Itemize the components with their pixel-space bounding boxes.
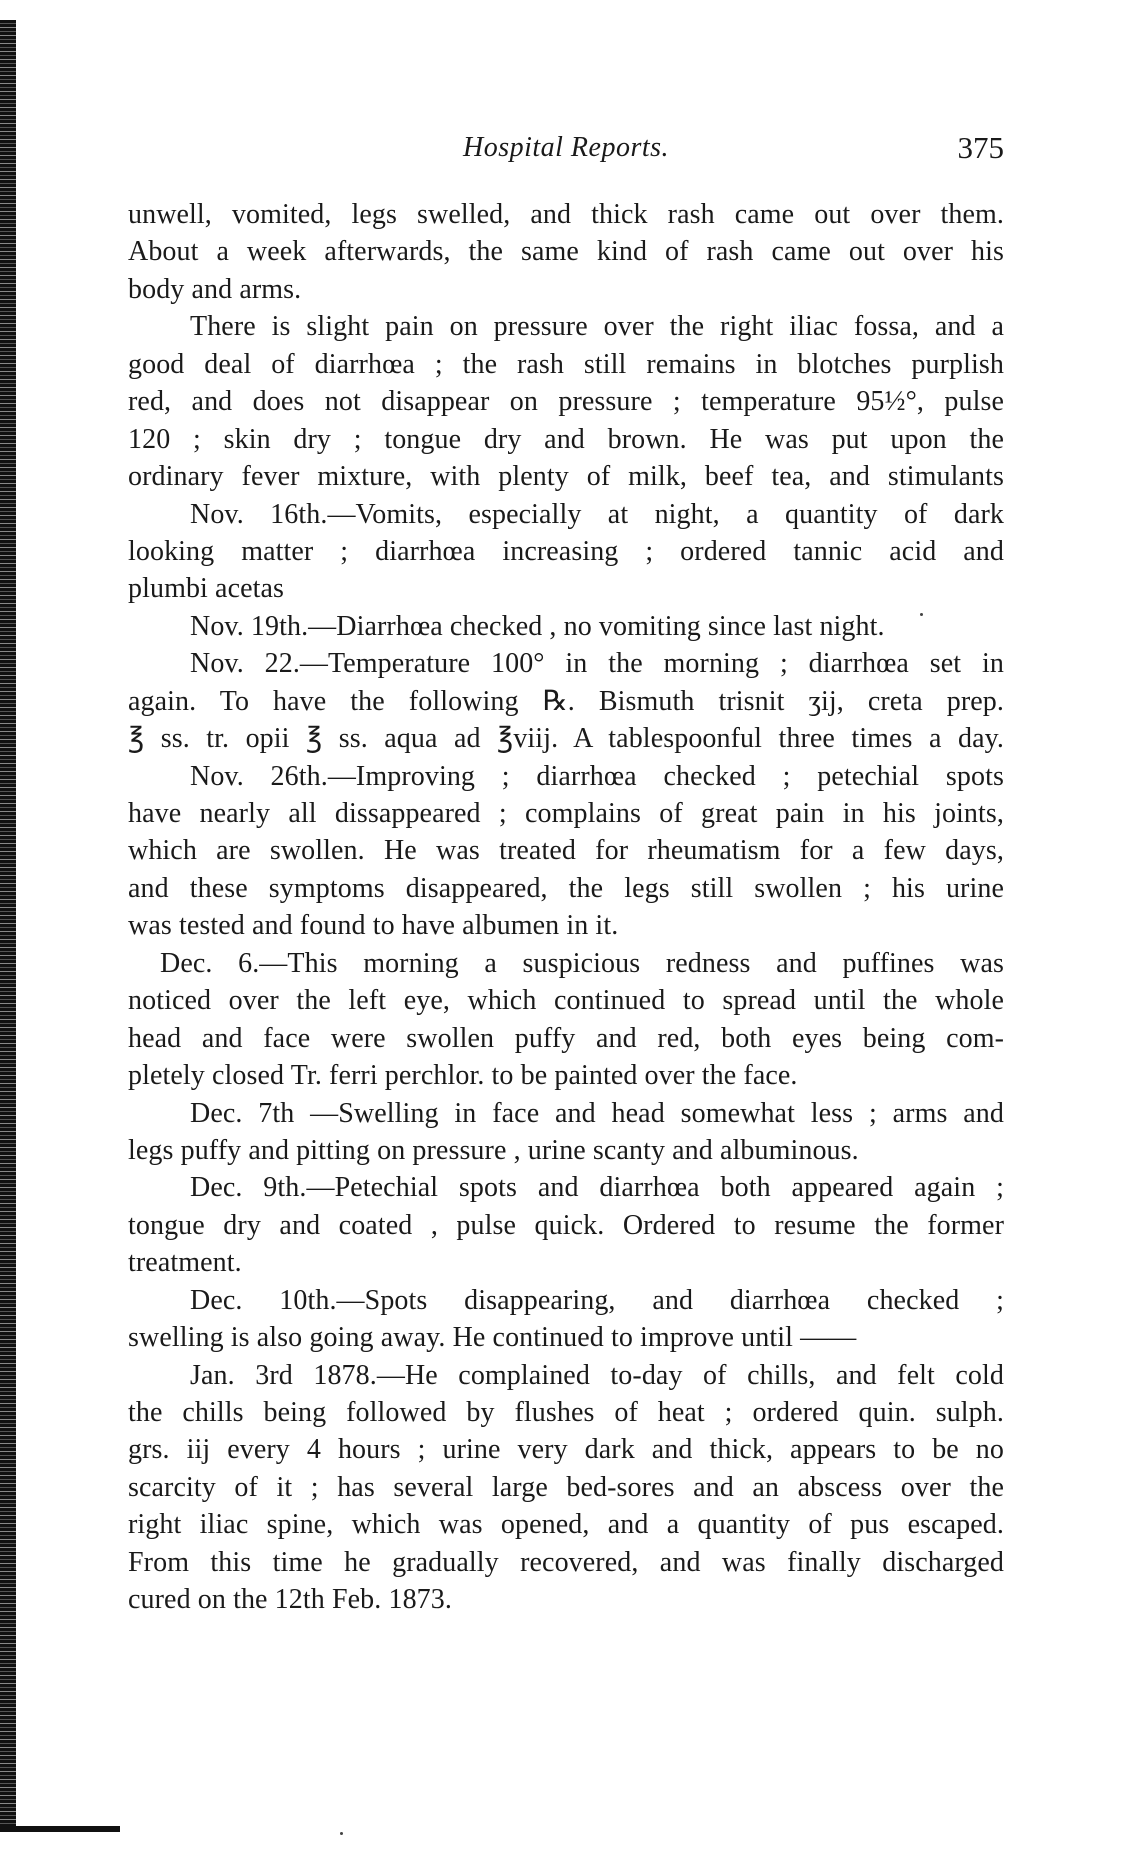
- text-line: Nov. 16th.—Vomits, especially at night, a quantity of dark: [190, 498, 1004, 530]
- text-line: From this time he gradually recovered, and was finally discharged: [128, 1546, 1004, 1578]
- text-line: which are swollen. He was treated for rheumatism for a few days,: [128, 835, 1004, 867]
- text-line: Jan. 3rd 1878.—He complained to-day of chills, and felt cold: [190, 1359, 1004, 1391]
- text-line: the chills being followed by flushes of heat ; ordered quin. sulph.: [128, 1397, 1004, 1428]
- text-line: scarcity of it ; has several large bed-sores and an abscess over the: [128, 1471, 1004, 1503]
- text-line: was tested and found to have albumen in it.: [128, 910, 619, 942]
- page-binding-foot: [0, 1826, 120, 1832]
- text-line: good deal of diarrhœa ; the rash still remains in blotches purplish: [128, 348, 1004, 380]
- text-line: About a week afterwards, the same kind of rash came out over his: [128, 236, 1004, 268]
- text-line: treatment.: [128, 1247, 242, 1279]
- text-line: Nov. 19th.—Diarrhœa checked , no vomiting since last night.: [190, 610, 885, 642]
- text-line: Nov. 22.—Temperature 100° in the morning ; diarrhœa set in: [190, 648, 1004, 680]
- text-line: red, and does not disappear on pressure ; temperature 95½°, pulse: [128, 386, 1004, 418]
- text-line: ℥ ss. tr. opii ℥ ss. aqua ad ℥viij. A tablespoonful three times a day.: [128, 723, 1004, 755]
- text-line: Dec. 10th.—Spots disappearing, and diarrhœa checked ;: [190, 1284, 1004, 1316]
- text-line: pletely closed Tr. ferri perchlor. to be painted over the face.: [128, 1060, 798, 1092]
- text-line: Dec. 6.—This morning a suspicious redness and puffines was: [160, 947, 1004, 979]
- text-line: noticed over the left eye, which continued to spread until the whole: [128, 985, 1004, 1017]
- text-line: looking matter ; diarrhœa increasing ; ordered tannic acid and: [128, 535, 1004, 567]
- text-line: right iliac spine, which was opened, and a quantity of pus escaped.: [128, 1509, 1004, 1541]
- text-line: 120 ; skin dry ; tongue dry and brown. He was put upon the: [128, 423, 1004, 455]
- page-number: 375: [957, 130, 1004, 165]
- text-line: Dec. 9th.—Petechial spots and diarrhœa both appeared again ;: [190, 1172, 1004, 1204]
- text-line: body and arms.: [128, 273, 302, 305]
- running-title: Hospital Reports.: [462, 132, 670, 163]
- text-line: again. To have the following ℞. Bismuth trisnit ʒij, creta prep.: [128, 685, 1004, 717]
- text-line: There is slight pain on pressure over the right iliac fossa, and a: [190, 311, 1004, 343]
- text-line: tongue dry and coated , pulse quick. Ordered to resume the former: [128, 1209, 1004, 1241]
- text-line: and these symptoms disappeared, the legs still swollen ; his urine: [128, 872, 1004, 904]
- text-line: head and face were swollen puffy and red, both eyes being com-: [128, 1022, 1004, 1054]
- text-line: plumbi acetas: [128, 573, 285, 605]
- text-line: grs. iij every 4 hours ; urine very dark and thick, appears to be no: [128, 1434, 1004, 1466]
- text-line: ordinary fever mixture, with plenty of milk, beef tea, and stimulants: [128, 461, 1004, 493]
- text-line: cured on the 12th Feb. 1873.: [128, 1584, 452, 1616]
- body-text: [128, 196, 1004, 1619]
- text-line: Nov. 26th.—Improving ; diarrhœa checked ; petechial spots: [190, 760, 1004, 792]
- page-header: [128, 130, 1004, 170]
- page-binding-edge: [0, 20, 16, 1830]
- text-line: legs puffy and pitting on pressure , urine scanty and albuminous.: [128, 1134, 859, 1166]
- text-line: unwell, vomited, legs swelled, and thick rash came out over them.: [128, 199, 1004, 230]
- text-line: swelling is also going away. He continued to improve until ——: [128, 1322, 857, 1354]
- text-line: Dec. 7th —Swelling in face and head somewhat less ; arms and: [190, 1097, 1004, 1129]
- text-line: have nearly all dissappeared ; complains of great pain in his joints,: [128, 798, 1004, 829]
- ink-speck: [340, 1832, 343, 1835]
